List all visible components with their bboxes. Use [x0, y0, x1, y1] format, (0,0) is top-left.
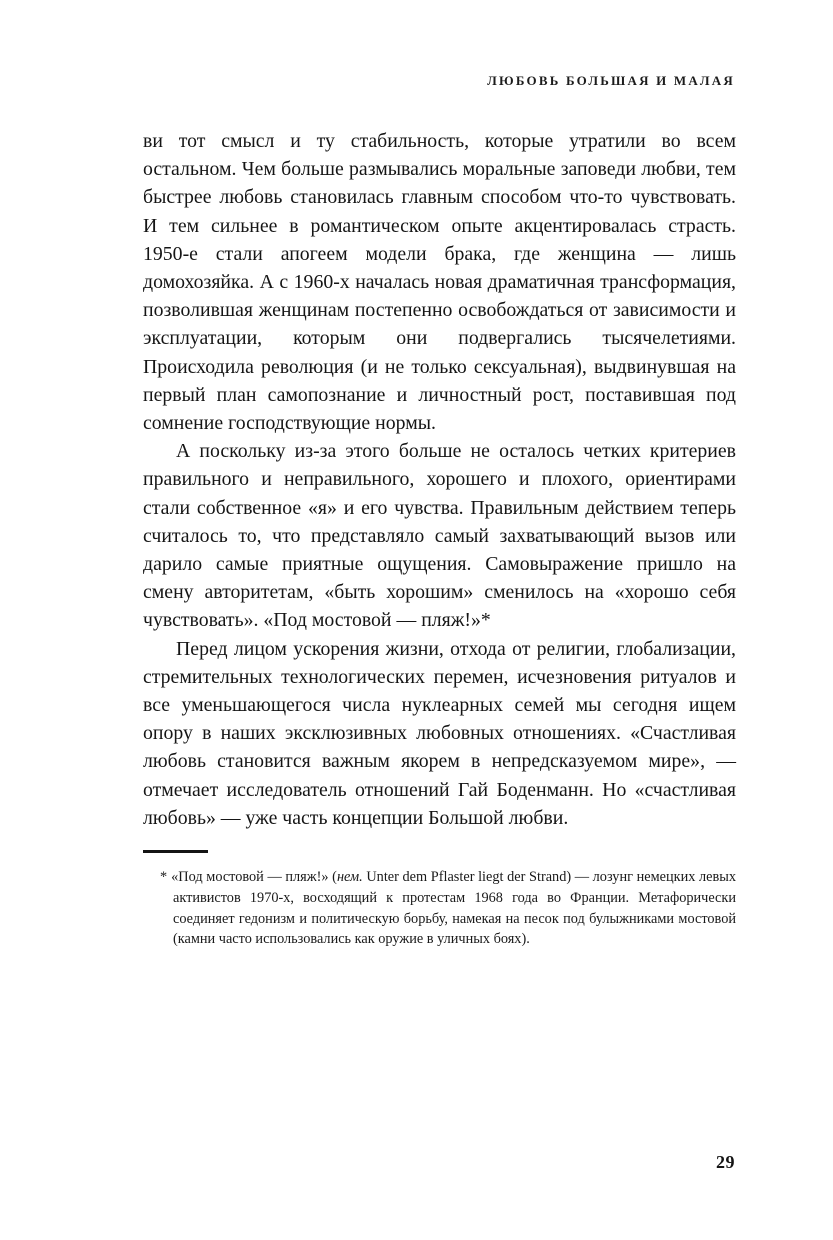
footnote-divider: [143, 850, 208, 853]
footnote-area: [143, 850, 736, 950]
paragraph: Перед лицом ускорения жизни, отхода от религии, глобализации, стремительных технологических перемен, исчезновения ритуалов и все уменьшающегося числа нуклеарных семей мы сегодня ищем опору в наших эксклюзивных любовных отношениях. «Счастливая любовь становится важным якорем в непредсказуемом мире», — отмечает исследователь отношений Гай Боденманн. Но «счастливая любовь» — уже часть концепции Большой любви.: [143, 637, 736, 829]
paragraph-continuation: ви тот смысл и ту стабильность, которые утратили во всем остальном. Чем больше размывались моральные заповеди любви, тем быстрее любовь становилась главным способом что-то чувствовать. И тем сильнее в романтическом опыте акцентировалась страсть. 1950-е стали апогеем модели брака, где женщина — лишь домохозяйка. А с 1960-х началась новая драматичная трансформация, позволившая женщинам постепенно освобождаться от зависимости и эксплуатации, которым они подвергались тысячелетиями. Происходила революция (и не только сексуальная), выдвинувшая на первый план самопознание и личностный рост, поставившая под сомнение господствующие нормы.: [143, 130, 736, 435]
footnote-marker: *: [160, 869, 168, 886]
footnote-language-label: нем.: [336, 869, 363, 886]
page-number: 29: [716, 1152, 735, 1172]
footnote: [160, 867, 736, 950]
running-header: ЛЮБОВЬ БОЛЬШАЯ И МАЛАЯ: [487, 73, 735, 88]
footnote-text-rest: Unter dem Pflaster liegt der Strand) — лозунг немецких левых активистов 1970-х, восходящий к протестам 1968 года во Франции. Метафорически соединяет гедонизм и политическую борьбу, намекая на песок под булыжниками мостовой (камни часто использовались как оружие в уличных боях).: [173, 869, 736, 948]
body-text: [143, 127, 736, 950]
paragraph: А поскольку из-за этого больше не осталось четких критериев правильного и неправильного, хорошего и плохого, ориентирами стали собственное «я» и его чувства. Правильным действием теперь считалось то, что представляло самый захватывающий вызов или дарило самые приятные ощущения. Самовыражение пришло на смену авторитетам, «быть хорошим» сменилось на «хорошо себя чувствовать». «Под мостовой — пляж!»*: [143, 440, 736, 632]
footnote-text-lead: «Под мостовой — пляж!» (: [171, 869, 337, 886]
